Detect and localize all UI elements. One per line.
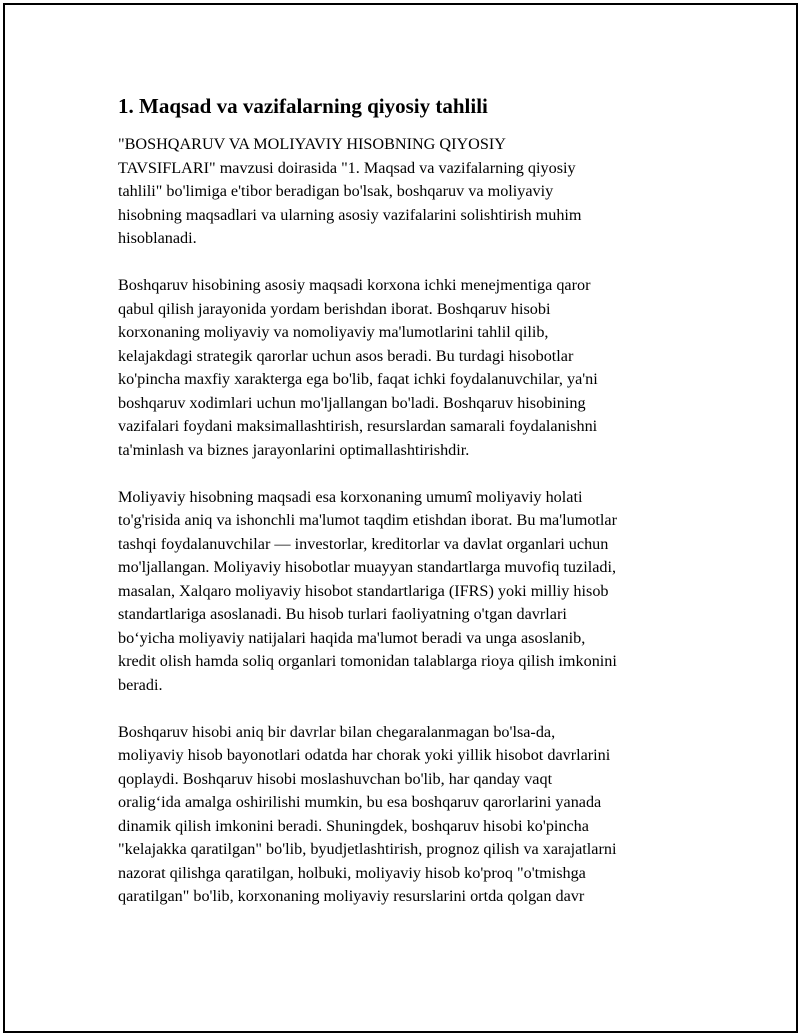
section-heading: 1. Maqsad va vazifalarning qiyosiy tahlili	[118, 94, 488, 118]
document-body	[118, 93, 698, 932]
paragraph-intro: "BOSHQARUV VA MOLIYAVIY HISOBNING QIYOSIY TAVSIFLARI" mavzusi doirasida "1. Maqsad va vazifalarning qiyosiy tahlili" bo'limiga e'tibor beradigan bo'lsak, boshqaruv va moliyaviy hisobning maqsadlari va ularning asosiy vazifalarini solishtirish muhim hisoblanadi.	[118, 135, 582, 247]
paragraph-financial-accounting: Moliyaviy hisobning maqsadi esa korxonaning umumî moliyaviy holati to'g'risida aniq va ishonchli ma'lumot taqdim etishdan iborat. Bu ma'lumotlar tashqi foydalanuvchilar — investorlar, kreditorlar va davlat organlari uchun mo'ljallangan. Moliyaviy hisobotlar muayyan standartlarga muvofiq tuziladi, masalan, Xalqaro moliyaviy hisobot standartlariga (IFRS) yoki milliy hisob standartlariga asoslanadi. Bu hisob turlari faoliyatning o'tgan davrlari bo‘yicha moliyaviy natijalari haqida ma'lumot beradi va unga asoslanib, kredit olish hamda soliq organlari tomonidan talablarga rioya qilish imkonini beradi.	[118, 487, 618, 694]
paragraph-management-accounting: Boshqaruv hisobining asosiy maqsadi korxona ichki menejmentiga qaror qabul qilish jarayonida yordam berishdan iborat. Boshqaruv hisobi korxonaning moliyaviy va nomoliyaviy ma'lumotlarini tahlil qilib, kelajakdagi strategik qarorlar uchun asos beradi. Bu turdagi hisobotlar ko'pincha maxfiy xarakterga ega bo'lib, faqat ichki foydalanuvchilar, ya'ni boshqaruv xodimlari uchun mo'ljallangan bo'ladi. Boshqaruv hisobining vazifalari foydani maksimallashtirish, resurslardan samarali foydalanishni ta'minlash va biznes jarayonlarini optimallashtirishdir.	[118, 276, 598, 459]
paragraph-comparison: Boshqaruv hisobi aniq bir davrlar bilan chegaralanmagan bo'lsa-da, moliyaviy hisob bayonotlari odatda har chorak yoki yillik hisobot davrlarini qoplaydi. Boshqaruv hisobi moslashuvchan bo'lib, har qanday vaqt oralig‘ida amalga oshirilishi mumkin, bu esa boshqaruv qarorlarini yanada dinamik qilish imkonini beradi. Shuningdek, boshqaruv hisobi ko'pincha "kelajakka qaratilgan" bo'lib, byudjetlashtirish, prognoz qilish va xarajatlarni nazorat qilishga qaratilgan, holbuki, moliyaviy hisob ko'proq "o'tmishga qaratilgan" bo'lib, korxonaning moliyaviy resurslarini ortda qolgan davr	[118, 722, 617, 905]
